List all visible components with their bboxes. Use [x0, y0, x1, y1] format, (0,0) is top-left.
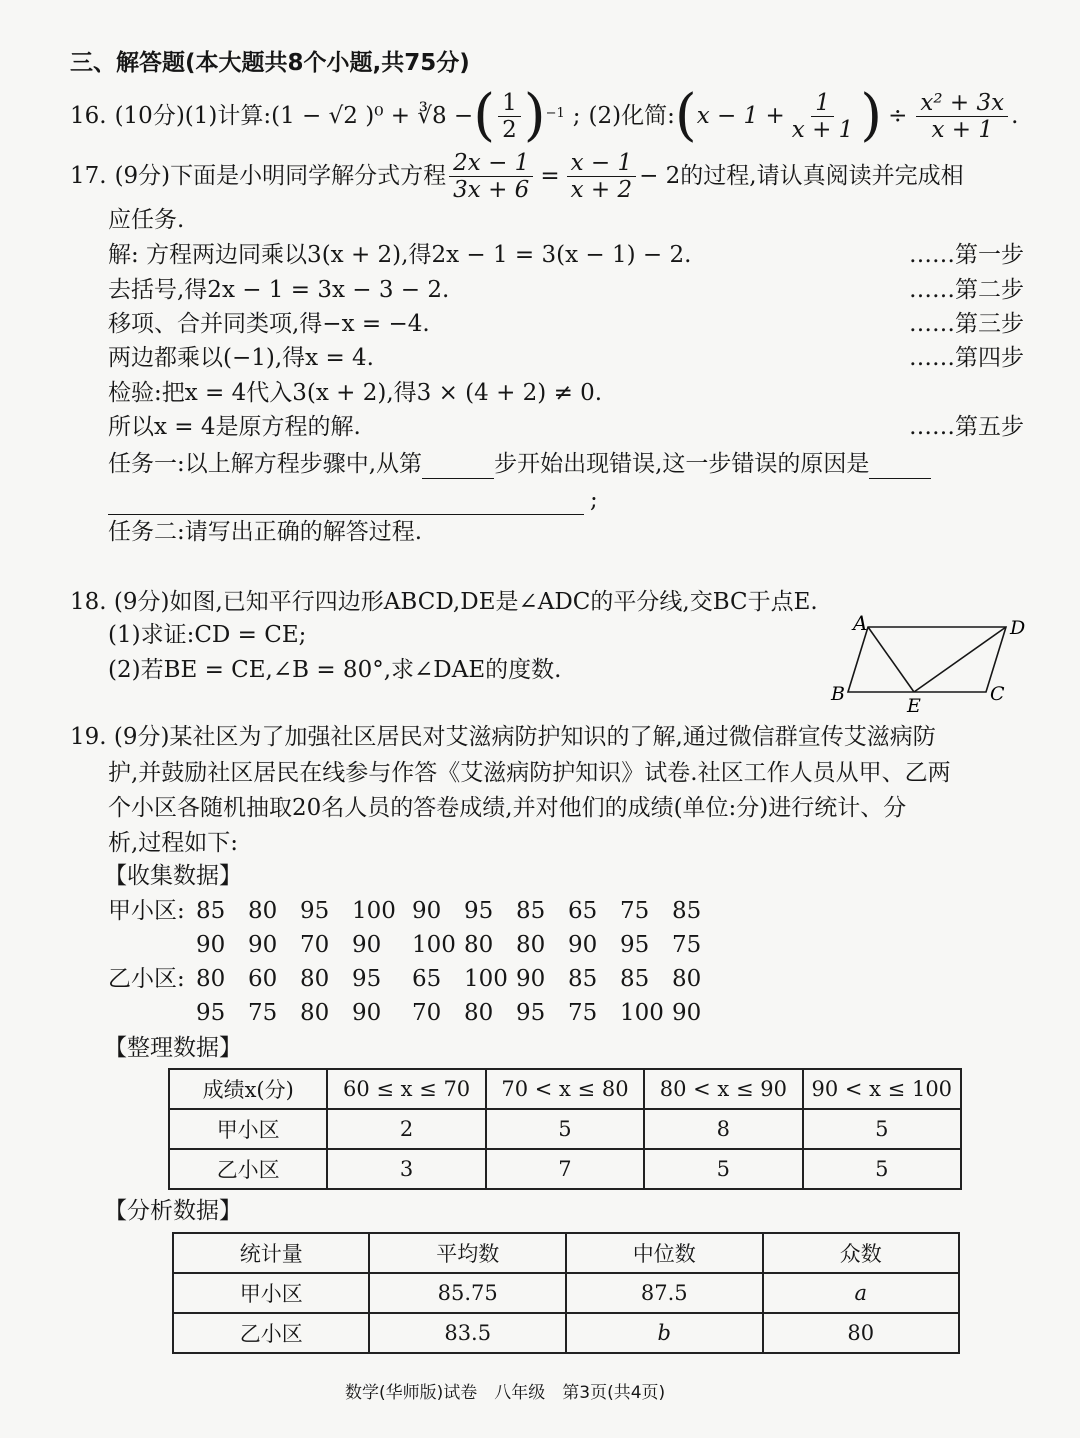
section-title: 三、解答题(本大题共8个小题,共75分): [70, 50, 470, 76]
score: 65: [412, 966, 442, 992]
table-header-cell: 众数: [763, 1233, 959, 1273]
frac2-den: x + 1: [931, 116, 994, 143]
score: 100: [464, 966, 508, 992]
q17-number: 17.: [70, 163, 107, 189]
q17-step-text-6: 所以x = 4是原方程的解.: [108, 414, 361, 440]
score: 95: [196, 1000, 226, 1026]
organize-title: 【整理数据】: [104, 1035, 242, 1061]
score: 95: [620, 932, 650, 958]
q17-step-text-5: 检验:把x = 4代入3(x + 2),得3 × (4 + 2) ≠ 0.: [108, 380, 603, 406]
score: 100: [352, 898, 396, 924]
table-row: [173, 1273, 959, 1313]
q16-points: (10分): [114, 103, 185, 129]
table-cell: 80: [763, 1313, 959, 1353]
q19-line3: 个小区各随机抽取20名人员的答卷成绩,并对他们的成绩(单位:分)进行统计、分: [108, 795, 907, 821]
score: 80: [464, 932, 494, 958]
q17-intro-a: (9分)下面是小明同学解分式方程: [114, 163, 447, 189]
table-cell: 85.75: [369, 1273, 566, 1313]
table-cell: 83.5: [369, 1313, 566, 1353]
table-row: [169, 1109, 961, 1149]
frac2-num: x² + 3x: [916, 90, 1008, 117]
jia-label: 甲小区:: [108, 898, 185, 924]
label-d: D: [1010, 617, 1026, 639]
score: 90: [568, 932, 598, 958]
table-header-cell: 60 ≤ x ≤ 70: [327, 1069, 485, 1109]
table-row: [169, 1149, 961, 1189]
label-b: B: [831, 683, 845, 705]
q17-step-label-4: ……第四步: [909, 345, 1024, 371]
score: 90: [196, 932, 226, 958]
score: 90: [516, 966, 546, 992]
fraction-1-over-x-plus-1: [788, 90, 858, 143]
q17-task1: [108, 449, 931, 479]
q17-step-text-1: 解: 方程两边同乘以3(x + 2),得2x − 1 = 3(x − 1) − 2.: [108, 242, 692, 268]
q16-separator: ;: [572, 103, 581, 129]
table-cell: 2: [327, 1109, 485, 1149]
q17-step-label-6: ……第五步: [909, 414, 1024, 440]
q19-line4: 析,过程如下:: [108, 830, 239, 856]
score: 90: [248, 932, 278, 958]
score: 80: [464, 1000, 494, 1026]
q18-line3: (2)若BE = CE,∠B = 80°,求∠DAE的度数.: [108, 657, 562, 683]
analyze-title: 【分析数据】: [104, 1198, 242, 1224]
score: 70: [300, 932, 330, 958]
table-cell: 5: [803, 1109, 961, 1149]
label-e: E: [907, 695, 921, 714]
task1-text-b: 步开始出现错误,这一步错误的原因是: [494, 451, 870, 477]
score: 60: [248, 966, 278, 992]
score: 95: [464, 898, 494, 924]
frac1-den: x + 1: [791, 116, 854, 143]
q16-end: .: [1011, 103, 1019, 129]
score: 85: [672, 898, 702, 924]
q17-step-text-4: 两边都乘以(−1),得x = 4.: [108, 345, 374, 371]
q17-intro-c: 应任务.: [108, 207, 185, 233]
score: 80: [248, 898, 278, 924]
q19-line2: 护,并鼓励社区居民在线参与作答《艾滋病防护知识》试卷.社区工作人员从甲、乙两: [108, 760, 951, 786]
score: 90: [412, 898, 442, 924]
table-cell: 8: [644, 1109, 802, 1149]
table-cell: b: [566, 1313, 763, 1353]
q17-task1-line2: [108, 485, 598, 515]
q17-step-label-2: ……第二步: [909, 277, 1024, 303]
jia-row-2: [196, 930, 724, 960]
table-header-cell: 80 < x ≤ 90: [644, 1069, 802, 1109]
score: 70: [412, 1000, 442, 1026]
right-paren-2: ): [860, 83, 883, 148]
score: 85: [516, 898, 546, 924]
q18-line1: 18. (9分)如图,已知平行四边形ABCD,DE是∠ADC的平分线,交BC于点E.: [70, 589, 818, 615]
yi-label: 乙小区:: [108, 966, 185, 992]
organize-table: [168, 1068, 962, 1190]
q16-part2-a: x − 1 +: [696, 103, 785, 129]
table-cell: 5: [486, 1109, 644, 1149]
score: 90: [672, 1000, 702, 1026]
table-cell: 7: [486, 1149, 644, 1189]
table-cell: 5: [803, 1149, 961, 1189]
table-cell: 3: [327, 1149, 485, 1189]
table-cell: 5: [644, 1149, 802, 1189]
task1-end: ;: [590, 487, 598, 513]
q17-equals: =: [540, 163, 560, 189]
score: 75: [568, 1000, 598, 1026]
q17-lhs-num: 2x − 1: [449, 150, 533, 177]
task1-text-a: 任务一:以上解方程步骤中,从第: [108, 451, 423, 477]
score: 90: [352, 1000, 382, 1026]
right-paren: ): [523, 83, 546, 148]
q16-line: [70, 83, 1019, 148]
table-cell: 乙小区: [173, 1313, 369, 1353]
score: 95: [300, 898, 330, 924]
frac1-num: 1: [811, 90, 834, 117]
q17-lhs-fraction: [449, 150, 533, 203]
q17-line1: [70, 146, 964, 206]
score: 75: [248, 1000, 278, 1026]
score: 95: [516, 1000, 546, 1026]
segment-ae: [868, 627, 914, 692]
table-row: [173, 1313, 959, 1353]
table-header-cell: 中位数: [566, 1233, 763, 1273]
table-header-cell: 70 < x ≤ 80: [486, 1069, 644, 1109]
task1-reason-blank-2[interactable]: [108, 487, 584, 515]
analyze-table: [172, 1232, 960, 1354]
q17-rhs-fraction: [567, 150, 637, 203]
table-header-cell: 统计量: [173, 1233, 369, 1273]
table-header-cell: 成绩x(分): [169, 1069, 327, 1109]
q17-step-label-1: ……第一步: [909, 242, 1024, 268]
q17-intro-b: − 2的过程,请认真阅读并完成相: [639, 163, 964, 189]
table-cell: 甲小区: [173, 1273, 369, 1313]
yi-row-2: [196, 998, 724, 1028]
table-cell: 甲小区: [169, 1109, 327, 1149]
score: 80: [196, 966, 226, 992]
half-num: 1: [498, 90, 521, 117]
score: 85: [196, 898, 226, 924]
fraction-2: [916, 90, 1008, 143]
q17-task2: 任务二:请写出正确的解答过程.: [108, 519, 423, 545]
score: 100: [620, 1000, 664, 1026]
table-cell: 乙小区: [169, 1149, 327, 1189]
score: 90: [352, 932, 382, 958]
half-den: 2: [502, 116, 517, 143]
exponent-neg1: −1: [545, 106, 565, 121]
yi-row-1: [196, 964, 724, 994]
table-header-cell: 平均数: [369, 1233, 566, 1273]
score: 95: [352, 966, 382, 992]
label-a: A: [853, 612, 868, 635]
jia-row-1: [196, 896, 724, 926]
left-paren-2: (: [674, 83, 697, 148]
score: 80: [672, 966, 702, 992]
score: 80: [516, 932, 546, 958]
q17-step-label-3: ……第三步: [909, 311, 1024, 337]
q16-part1-label: (1)计算:: [184, 103, 272, 129]
table-cell: 87.5: [566, 1273, 763, 1313]
q19-line1: 19. (9分)某社区为了加强社区居民对艾滋病防护知识的了解,通过微信群宣传艾滋病防: [70, 724, 936, 750]
q16-number: 16.: [70, 103, 107, 129]
task1-reason-blank-1[interactable]: [869, 451, 931, 479]
table-header-cell: 90 < x ≤ 100: [803, 1069, 961, 1109]
q17-step-text-2: 去括号,得2x − 1 = 3x − 3 − 2.: [108, 277, 450, 303]
q16-part1-expr: (1 − √2 )⁰ + ∛8 −: [271, 103, 474, 129]
q17-rhs-den: x + 2: [570, 176, 633, 203]
score: 75: [672, 932, 702, 958]
collect-title: 【收集数据】: [104, 863, 242, 889]
half-fraction: [498, 90, 521, 143]
parallelogram-figure: [826, 612, 1036, 714]
table-row: [173, 1233, 959, 1273]
divide-sign: ÷: [888, 103, 908, 129]
score: 80: [300, 966, 330, 992]
q16-part2-label: (2)化简:: [588, 103, 675, 129]
score: 65: [568, 898, 598, 924]
left-paren: (: [473, 83, 496, 148]
score: 85: [620, 966, 650, 992]
score: 80: [300, 1000, 330, 1026]
page-footer: 数学(华师版)试卷 八年级 第3页(共4页): [345, 1383, 666, 1403]
score: 100: [412, 932, 456, 958]
label-c: C: [990, 683, 1005, 705]
score: 75: [620, 898, 650, 924]
q17-step-text-3: 移项、合并同类项,得−x = −4.: [108, 311, 430, 337]
table-row: [169, 1069, 961, 1109]
q17-lhs-den: 3x + 6: [453, 176, 530, 203]
table-cell: a: [763, 1273, 959, 1313]
q17-rhs-num: x − 1: [567, 150, 637, 177]
score: 85: [568, 966, 598, 992]
task1-step-blank[interactable]: [422, 451, 494, 479]
q18-line2: (1)求证:CD = CE;: [108, 622, 307, 648]
